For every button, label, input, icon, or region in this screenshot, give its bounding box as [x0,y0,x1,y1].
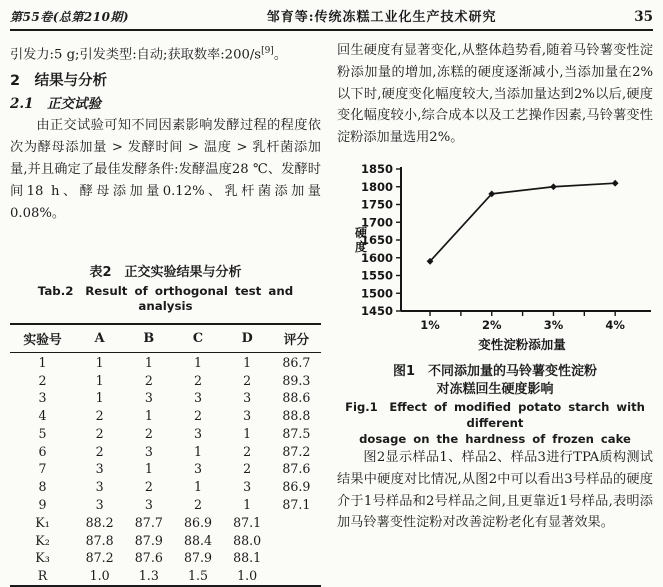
table-cell: 3 [144,390,153,406]
x-tick-label: 2% [481,317,502,332]
table-row [10,549,321,567]
table-cell: 88.6 [282,390,311,406]
table-cell: 87.2 [282,443,311,459]
y-tick-label: 1700 [360,215,393,230]
running-title: 邹育等:传统冻糕工业化生产技术研究 [266,10,497,25]
table-cell: 86.9 [282,479,311,495]
table-cell: 3 [144,497,153,513]
tpa-discussion-paragraph: 图2显示样品1、样品2、样品3进行TPA质构测试结果中硬度对比情况,从图2中可以看出3号样品的硬度介于1号样品和2号样品之间,且更靠近1号样品,表明添加马铃薯变性淀粉对改善淀粉老化有显著效果。 [337,449,653,531]
table-cell: 87.7 [134,514,163,530]
page-number: 35 [634,9,653,25]
data-point-marker [550,183,557,190]
table-cell: 3 [243,479,252,495]
table-cell: 2 [95,408,104,424]
table-cell: 3 [95,479,104,495]
table-cell: 87.5 [282,425,311,441]
table-cell: 1.0 [89,568,110,584]
table-cell: K₂ [35,532,50,548]
table-cell: 2 [193,497,202,513]
table-cell: 2 [95,443,104,459]
table-row [10,460,321,478]
table-cell: 3 [144,443,153,459]
table-cell [272,531,321,549]
hardness-line-chart [345,159,653,359]
journal-volume: 第55卷(总第210期) [10,10,130,24]
table-cell [272,567,321,586]
table-cell: 2 [144,372,153,388]
table-caption [10,261,321,313]
section-heading: 2 结果与分析 [10,73,108,90]
table-row [10,496,321,514]
sentence-period: 。 [273,47,287,63]
table-row [10,425,321,443]
table-cell: 3 [193,390,202,406]
table-header-cell: C [173,324,222,353]
hardness-discussion-paragraph: 回生硬度有显著变化,从整体趋势看,随着马铃薯变性淀粉添加量的增加,冻糕的硬度逐渐减小,当添加量在2%以下时,硬度变化幅度较大,当添加量达到2%以后,硬度变化幅度较小,综合成本以及工艺操作因素,马铃薯变性淀粉添加量选用2%。 [337,43,653,146]
y-tick-label: 1800 [360,179,393,194]
table-cell: 3 [95,461,104,477]
table-cell: 3 [193,425,202,441]
y-tick-label: 1550 [360,268,393,283]
data-point-marker [612,180,619,187]
table-cell: 1 [193,354,202,370]
table-cell: 9 [38,497,47,513]
left-column [10,40,321,587]
table-cell: 87.6 [134,550,163,566]
table-cell: K₃ [35,550,50,566]
table-cell: 3 [243,408,252,424]
hardness-series-line [430,183,615,261]
table-cell: 1 [193,443,202,459]
y-tick-label: 1600 [360,250,393,265]
table-cell: 3 [193,461,202,477]
y-tick-label: 1850 [360,161,393,176]
table-cell: 87.2 [85,550,114,566]
subsection-heading: 2.1 正交试验 [10,96,101,113]
table-cell: 7 [38,461,47,477]
citation-ref: [9] [261,46,274,56]
chart-canvas [345,159,653,355]
table-cell: 88.0 [233,532,262,548]
table-header-cell: 评分 [272,324,321,353]
table-cell: R [37,568,48,584]
table-cell: 2 [95,425,104,441]
y-axis-label-char: 硬 [354,225,368,240]
table-cell: 6 [38,443,47,459]
table-cell: 2 [144,425,153,441]
table-header-cell: B [124,324,173,353]
table-row [10,478,321,496]
table-row [10,567,321,586]
table-header-cell: 实验号 [10,324,75,353]
orthogonal-results-table [10,323,321,586]
figure-1 [337,159,653,447]
x-axis-label: 变性淀粉添加量 [478,336,566,352]
table-cell: 87.1 [282,497,311,513]
table-cell [272,549,321,567]
y-tick-label: 1500 [360,286,393,301]
table-cell: 88.8 [282,408,311,424]
figure-caption-zh-line1: 图1 不同添加量的马铃薯变性淀粉 [392,363,598,379]
table-cell: 87.6 [282,461,311,477]
table-cell: 8 [38,479,47,495]
table-cell: 1 [144,354,153,370]
table-cell: 1.5 [187,568,208,584]
table-cell: 1 [95,372,104,388]
table-cell: 87.8 [85,532,114,548]
table-cell: 2 [193,372,202,388]
y-tick-label: 1650 [360,232,393,247]
table-cell: 86.7 [282,354,311,370]
table-cell: 1 [243,354,252,370]
table-cell: 3 [38,390,47,406]
table-cell: 1 [243,497,252,513]
table-header-cell: A [75,324,124,353]
table-cell: 88.2 [85,514,114,530]
table-cell [272,513,321,531]
table-cell: 2 [243,372,252,388]
table-cell: 2 [243,461,252,477]
table-cell: 2 [193,408,202,424]
table-cell: 87.1 [233,514,262,530]
table-cell: 2 [243,443,252,459]
table-cell: 5 [38,425,47,441]
x-tick-label: 3% [543,317,564,332]
table-cell: 1.3 [138,568,159,584]
table-row [10,371,321,389]
table-cell: 1 [193,479,202,495]
orthogonal-test-paragraph: 由正交试验可知不同因素影响发酵过程的程度依次为酵母添加量 > 发酵时间 > 温度 > 乳杆菌添加量,并且确定了最佳发酵条件:发酵温度28 ℃、发酵时间18 h、酵母添加量0.12%、乳杆菌添加量0.08%。 [10,118,321,222]
table-caption-en: Tab.2 Result of orthogonal test and analysis [37,284,294,314]
y-tick-label: 1750 [360,197,393,212]
x-tick-label: 1% [420,317,440,332]
table-cell: 87.9 [183,550,213,566]
table-caption-zh: 表2 正交实验结果与分析 [89,265,242,281]
table-cell: 2 [144,479,153,495]
table-row [10,389,321,407]
table-cell: 1 [38,354,47,370]
table-cell: 3 [243,390,252,406]
method-settings-line [10,40,321,66]
table-cell: 87.9 [134,532,163,548]
page-header [10,6,653,31]
right-column [337,40,653,587]
table-row [10,513,321,531]
figure-caption-en-line1: Fig.1 Effect of modified potato starch with different [345,399,645,430]
table-cell: K₁ [35,514,50,530]
table-row [10,442,321,460]
table-cell: 1 [243,425,252,441]
y-tick-label: 1450 [360,303,393,318]
table-cell: 1.0 [237,568,258,584]
table-row [10,407,321,425]
table-cell: 1 [95,390,104,406]
method-settings-text: 引发力:5 g;引发类型:自动;获取数率:200/s [10,47,262,63]
table-cell: 1 [144,408,153,424]
figure-caption-en-line2: dosage on the hardness of frozen cake [359,431,631,446]
figure-caption-zh-line2: 对冻糕回生硬度影响 [436,381,554,397]
table-header-cell: D [223,324,272,353]
table-cell: 3 [95,497,104,513]
table-cell: 88.4 [183,532,213,548]
table-cell: 1 [144,461,153,477]
figure-caption [337,363,653,447]
x-tick-label: 4% [605,317,625,332]
y-axis-label-char: 度 [354,239,368,254]
table-cell: 1 [95,354,104,370]
table-cell: 88.1 [233,550,262,566]
table-row [10,353,321,371]
table-row [10,531,321,549]
table-cell: 2 [38,372,47,388]
table-cell: 4 [38,408,47,424]
table-cell: 86.9 [183,514,213,530]
table-cell: 89.3 [282,372,311,388]
table-header-row [10,324,321,353]
